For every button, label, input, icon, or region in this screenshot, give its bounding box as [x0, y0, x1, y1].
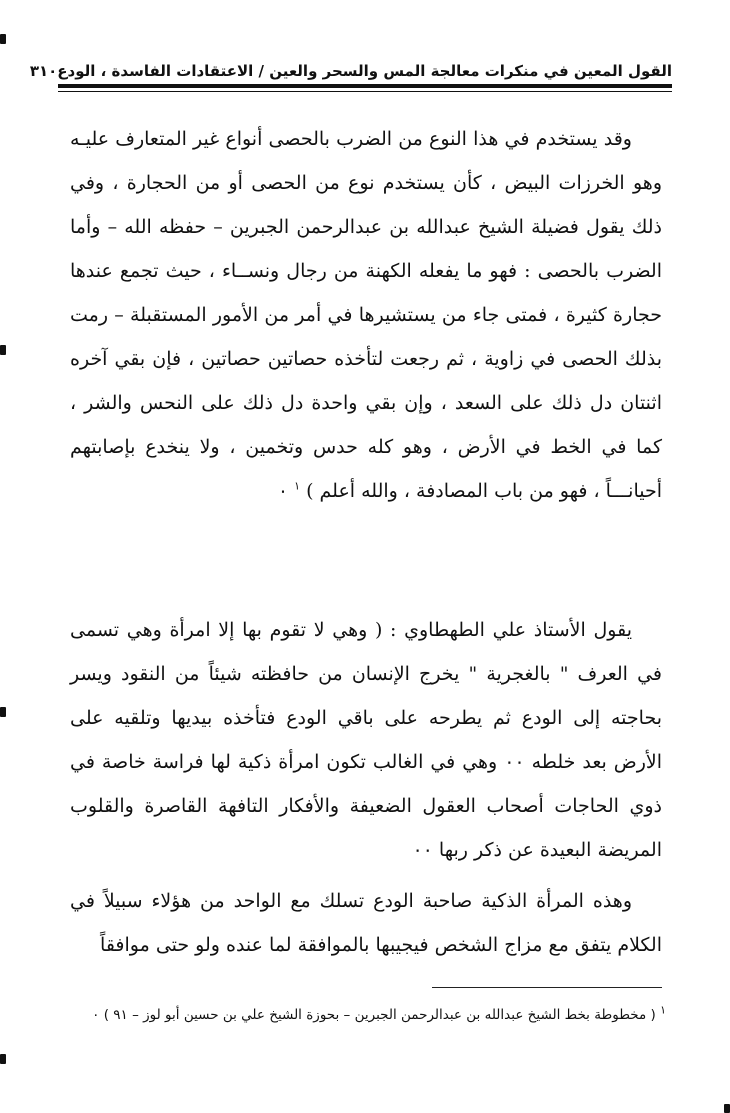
scan-margin-mark — [724, 1104, 730, 1113]
paragraph-3 — [70, 879, 662, 967]
header-rule-thin — [58, 91, 672, 92]
footnote-text: ( مخطوطة بخط الشيخ عبدالله بن عبدالرحمن الجبرين – بحوزة الشيخ علي بن حسين أبو لوز – ٩١ ) ٠ — [92, 1007, 656, 1023]
footnote-marker: ١ — [660, 1003, 666, 1017]
paragraph-3-text: وهذه المرأة الذكية صاحبة الودع تسلك مع الواحد من هؤلاء سبيلاً في الكلام يتفق مع مزاج الشخص فيجيبها بالموافقة لما عنده ولو حتى موافقاً — [70, 890, 662, 956]
paragraph-2-text: يقول الأستاذ علي الطهطاوي : ( وهي لا تقوم بها إلا امرأة وهي تسمى في العرف " بالغجرية " يخرج الإنسان من حافظته شيئاً من النقود ويسر بحاجته إلى الودع ثم يطرحه على باقي الودع فتأخذه بيديها وتلقيه على الأرض بعد خلطه ٠٠ وهي في الغالب تكون امرأة ذكية لها فراسة خاصة في ذوي الحاجات أصحاب العقول الضعيفة والأفكار التافهة القاصرة والقلوب المريضة البعيدة عن ذكر ربها ٠٠ — [70, 619, 662, 861]
paragraph-2 — [70, 608, 662, 872]
paragraph-1-text: وقد يستخدم في هذا النوع من الضرب بالحصى أنواع غير المتعارف عليـه وهو الخرزات البيض ، كأن يستخدم نوع من الحصى أو من الحجارة ، وفي ذلك يقول فضيلة الشيخ عبدالله بن عبدالرحمن الجبرين – حفظه الله – وأما الضرب بالحصى : فهو ما يفعله الكهنة من رجال ونســاء ، حيث تجمع عندها حجارة كثيرة ، فمتى جاء من يستشيرها في أمر من الأمور المستقبلة – رمت بذلك الحصى في زاوية ، ثم رجعت لتأخذه حصاتين حصاتين ، فإن بقي آخره اثنتان دل ذلك على السعد ، وإن بقي واحدة دل ذلك على النحس والشر ، كما في الخط في الأرض ، وهو كله حدس وتخمين ، ولا ينخدع بإصابتهم أحيانـــاً ، فهو من باب المصادفة ، والله أعلم ) — [70, 128, 662, 502]
header-title: القول المعين في منكرات معالجة المس والسحر والعين / الاعتقادات الفاسدة ، الودع — [57, 62, 672, 80]
running-header — [29, 52, 672, 80]
footnote-reference[interactable]: ١ — [294, 479, 301, 493]
paragraph-1 — [70, 117, 662, 513]
page-number: ٣١٠ — [29, 62, 58, 80]
scan-margin-mark — [0, 34, 6, 44]
scan-margin-mark — [0, 345, 6, 355]
header-rule-thick — [58, 84, 672, 88]
scan-margin-mark — [0, 1054, 6, 1064]
paragraph-1-end: ٠ — [277, 480, 289, 502]
footnote — [64, 998, 666, 1032]
footnote-separator — [432, 987, 662, 988]
scan-margin-mark — [0, 707, 6, 717]
